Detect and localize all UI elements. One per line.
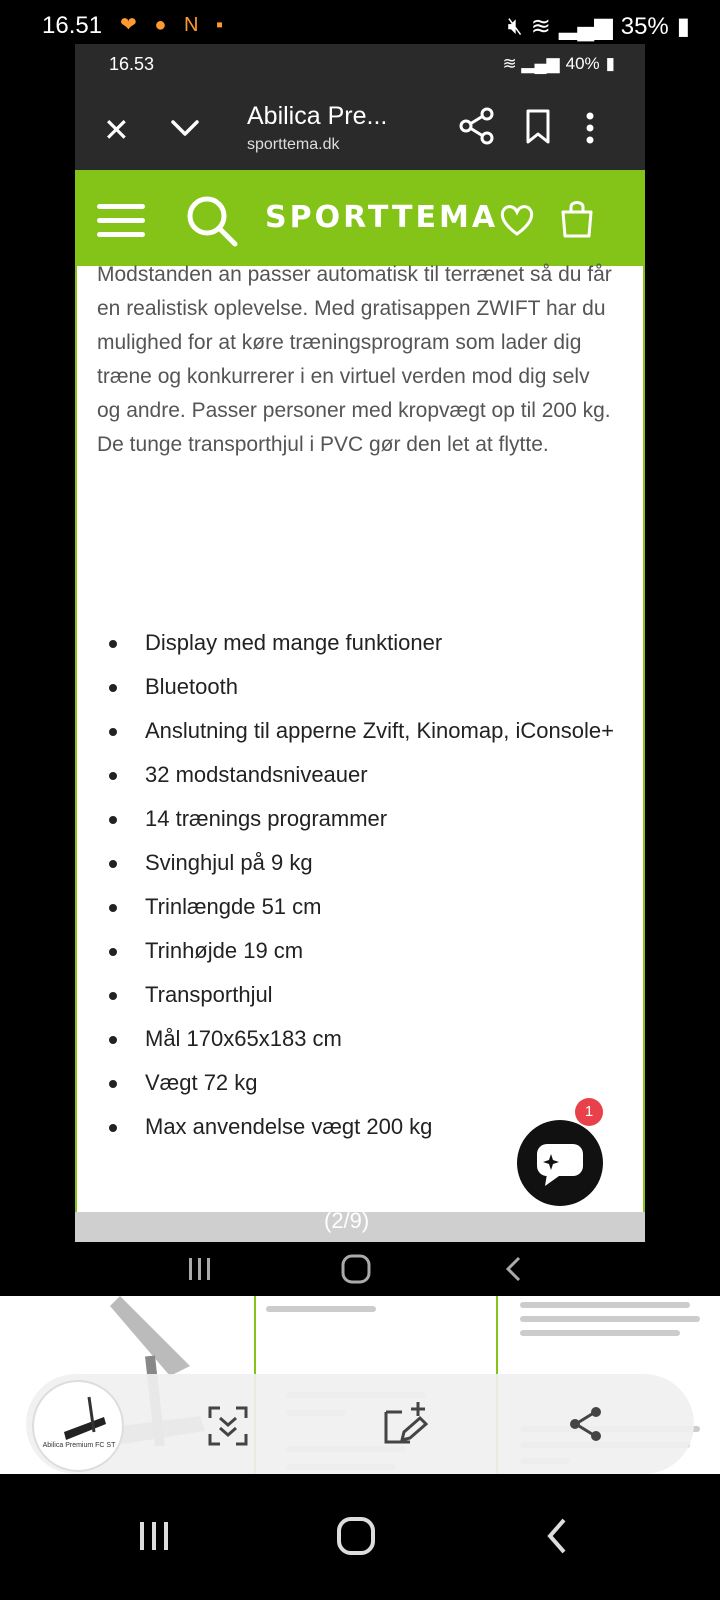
inner-battery-level: 40% [565,54,600,73]
screenshot-thumbnail[interactable] [32,1380,124,1472]
shopping-bag-icon[interactable] [559,198,595,238]
status-right [508,12,690,41]
feature-item: 32 modstandsniveauer [97,758,617,792]
share-icon[interactable] [566,1404,606,1444]
inner-wifi-icon: ≋ ▂▄▆ [502,54,560,73]
recent-apps-icon [185,1254,215,1284]
inner-navigation-bar [75,1242,645,1296]
heart-icon[interactable] [499,202,535,238]
back-icon[interactable] [528,1506,588,1566]
share-icon[interactable] [457,106,497,146]
wifi-icon: ≋ [530,13,551,40]
notification-badge: 1 [575,1098,603,1126]
page-title: Abilica Pre... [247,102,388,130]
inner-status-right [502,54,615,74]
home-icon [339,1252,373,1286]
close-icon[interactable]: ✕ [103,112,130,148]
thumbnail-caption: Abilica Premium FC ST [42,1442,116,1449]
feature-item: Vægt 72 kg [97,1066,617,1100]
product-content [75,263,645,1212]
bookmark-icon[interactable] [523,108,553,146]
thumb-text-line [520,1302,690,1308]
feature-item: Max anvendelse vægt 200 kg [97,1110,617,1144]
home-icon[interactable] [326,1506,386,1566]
chevron-down-icon[interactable] [165,108,205,148]
feature-item: Mål 170x65x183 cm [97,1022,617,1056]
feature-item: Display med mange funktioner [97,626,617,660]
thumb-text-line [266,1306,376,1312]
product-description: Modstanden an passer automatisk til terrænet så du får en realistisk oplevelse. Med gratisappen ZWIFT har du mulighed for at køre træningsprogram som lader dig træne og konkurrerer i en virtuel verden mod dig selv og andre. Passer personer med kropvægt op til 200 kg. De tunge transporthjul i PVC gør den let at flytte. [97,263,612,456]
more-options-icon[interactable] [580,108,600,148]
gallery-counter: (2/9) [324,1208,370,1233]
feature-item: 14 trænings programmer [97,802,617,836]
mute-icon: 🔇︎ [507,12,523,40]
screenshot-preview [75,44,645,1296]
edit-icon[interactable] [380,1400,430,1450]
site-logo[interactable]: SPORTTEMA [265,200,499,235]
thumb-text-line [520,1316,700,1322]
feature-list [97,626,617,1154]
chat-icon [517,1120,603,1206]
product-thumbnail-image [34,1382,122,1470]
search-icon[interactable] [185,194,239,248]
scroll-capture-icon[interactable] [206,1404,250,1448]
feature-item: Svinghjul på 9 kg [97,846,617,880]
status-time: 16.51 [42,12,103,39]
feature-item: Transporthjul [97,978,617,1012]
inner-status-bar [75,44,645,84]
feature-item: Anslutning til apperne Zvift, Kinomap, iConsole+ [97,714,617,748]
page-domain: sporttema.dk [247,136,340,153]
feature-item: Trinlængde 51 cm [97,890,617,924]
battery-icon: ▮ [676,13,690,40]
screenshot-action-bar [26,1374,694,1474]
back-icon [499,1254,529,1284]
recent-apps-icon[interactable] [124,1506,184,1566]
chat-button[interactable] [517,1120,603,1206]
inner-battery-icon: ▮ [605,54,615,73]
thumb-text-line [520,1330,680,1336]
battery-level: 35% [620,12,669,40]
feature-item: Bluetooth [97,670,617,704]
hamburger-menu-icon[interactable] [97,200,145,240]
notification-icons: ❤ ● N ▪ [120,14,230,36]
navigation-bar [0,1474,720,1600]
site-header [75,170,645,266]
signal-icon: ▂▄▆ [558,13,613,40]
inner-status-time: 16.53 [109,54,155,74]
feature-item: Trinhøjde 19 cm [97,934,617,968]
